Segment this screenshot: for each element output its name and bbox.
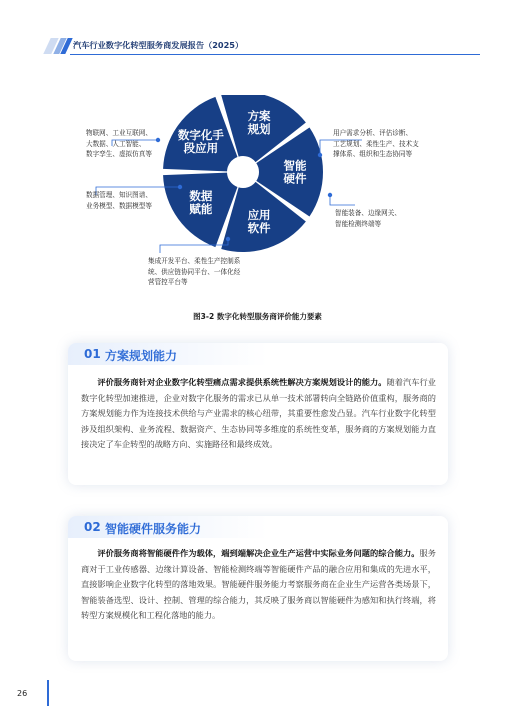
note-line: 数字孪生、虚拟仿真等 xyxy=(86,150,152,158)
note-line: 智能装备、边缘网关、 xyxy=(335,209,401,217)
wheel-segment-label: 数字化手段应用 xyxy=(177,127,224,155)
section-lead: 评价服务商将智能硬件作为载体，端到端解决企业生产运营中实际业务问题的综合能力。 xyxy=(97,548,420,558)
note-line: 物联网、工业互联网、 xyxy=(86,129,152,137)
note-line: 工艺规划、柔性生产、技术支 xyxy=(333,139,419,148)
report-header xyxy=(0,38,515,54)
page-number: 26 xyxy=(17,689,28,698)
section-body xyxy=(81,375,436,453)
section-body xyxy=(81,546,436,624)
leader-dot-mid-left xyxy=(178,185,182,189)
note-line: 大数据、人工智能、 xyxy=(86,139,146,148)
note-line: 数据管理、知识图谱、 xyxy=(86,191,152,199)
section-solution-planning xyxy=(68,343,448,485)
figure-caption: 图3-2 数字化转型服务商评价能力要素 xyxy=(193,312,322,321)
capability-diagram xyxy=(0,95,515,310)
header-rule xyxy=(70,54,480,55)
note-line: 集成开发平台、柔性生产控制系 xyxy=(148,257,241,265)
section-title: 智能硬件服务能力 xyxy=(105,522,202,536)
note-bottom xyxy=(148,256,240,288)
note-mid-left xyxy=(86,190,152,211)
section-smart-hardware xyxy=(68,516,448,661)
note-mid-right xyxy=(335,208,401,229)
note-line: 业务模型、数据模型等 xyxy=(86,201,152,210)
note-top-left xyxy=(86,128,152,160)
section-lead: 评价服务商针对企业数字化转型痛点需求提供系统性解决方案规划设计的能力。 xyxy=(97,377,387,387)
section-number: 02 xyxy=(84,520,101,534)
report-title: 汽车行业数字化转型服务商发展报告（2025） xyxy=(73,40,244,50)
section-number: 01 xyxy=(84,347,101,361)
wheel-segment-label: 智能硬件 xyxy=(283,158,307,186)
leader-dot-mid-right xyxy=(328,193,332,197)
page-number-bar xyxy=(47,680,49,706)
note-line: 统、供应链协同平台、一体化经 xyxy=(148,267,241,276)
leader-dot-top-left xyxy=(156,138,160,142)
wheel-segment-label: 数据赋能 xyxy=(189,189,213,217)
wheel-hub xyxy=(230,159,256,185)
section-paragraph: 随着汽车行业数字化转型加速推进，企业对数字化服务的需求已从单一技术部署转向全链路价值重构，服务商的方案规划能力作为连接技术供给与产业需求的核心纽带，其重要性愈发凸显。汽车行业数字化转型涉及组织架构、业务流程、数据资产、生态协同等多维度的系统性变革，服务商的方案规划能力直接决定了车企转型的战略方向、实施路径和最终成效。 xyxy=(81,377,436,450)
leader-dot-bottom xyxy=(226,237,230,241)
leader-bottom xyxy=(160,239,228,253)
wheel-segment-label: 应用软件 xyxy=(247,207,271,235)
note-line: 撑体系、组织和生态协同等 xyxy=(333,150,413,158)
capability-wheel xyxy=(0,95,515,310)
note-line: 智能检测终端等 xyxy=(335,219,382,228)
section-title: 方案规划能力 xyxy=(105,349,178,363)
note-line: 用户需求分析、评估诊断、 xyxy=(333,129,413,137)
section-paragraph: 服务商对于工业传感器、边缘计算设备、智能检测终端等智能硬件产品的融合应用和集成的先进水平，直接影响企业数字化转型的落地效果。智能硬件服务能力考察服务商在企业生产运营各类场景下，智能装备选型、设计、控制、管理的综合能力，其反映了服务商以智能硬件为感知和执行终端，将转型方案规模化和工程化落地的能力。 xyxy=(81,548,436,621)
note-line: 营管控平台等 xyxy=(148,278,188,286)
leader-dot-top-right xyxy=(318,153,322,157)
leader-mid-right xyxy=(330,195,355,205)
wheel-segment-label: 方案规划 xyxy=(247,109,271,137)
note-top-right xyxy=(333,128,419,160)
